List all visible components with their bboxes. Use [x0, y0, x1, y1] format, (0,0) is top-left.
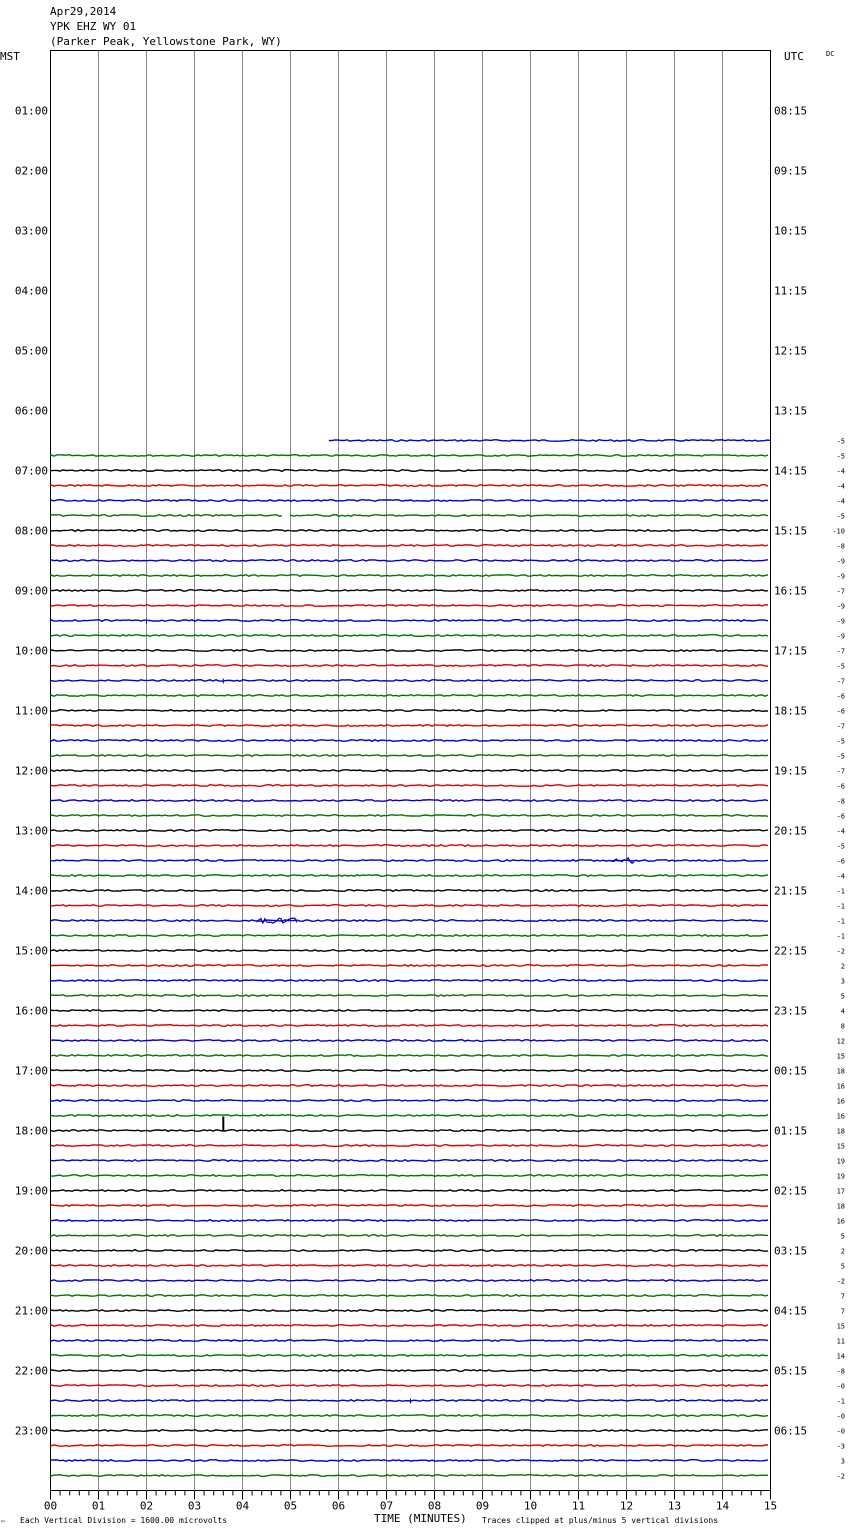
- x-tick-label: 10: [523, 1499, 538, 1513]
- dc-offset-label: -5: [836, 662, 845, 671]
- dc-offset-label: -10: [832, 527, 845, 536]
- dc-offset-label: -7: [836, 677, 845, 686]
- trace-row-82: [51, 1280, 769, 1282]
- trace-row-76: [51, 1190, 769, 1192]
- dc-offset-label: -2: [836, 947, 845, 956]
- mst-hour-label: 07:00: [14, 464, 48, 478]
- trace-row-48: [51, 770, 769, 772]
- trace-row-79: [51, 1235, 769, 1237]
- utc-hour-label: 20:15: [774, 824, 808, 838]
- utc-hour-label: 19:15: [774, 764, 808, 778]
- dc-offset-label: -7: [836, 722, 845, 731]
- dc-offset-label: -8: [836, 797, 845, 806]
- dc-offset-label: -6: [836, 812, 845, 821]
- x-tick-label: 13: [667, 1499, 682, 1513]
- x-tick-label: 12: [619, 1499, 634, 1513]
- utc-hour-label: 12:15: [774, 344, 808, 358]
- dc-offset-label: -5: [836, 842, 845, 851]
- utc-hour-label: 04:15: [774, 1304, 808, 1318]
- utc-hour-label: 23:15: [774, 1004, 808, 1018]
- trace-gap: [282, 513, 290, 519]
- x-tick-label: 02: [139, 1499, 154, 1513]
- dc-offset-label: -5: [836, 452, 845, 461]
- mst-hour-label: 17:00: [14, 1064, 48, 1078]
- dc-offset-label: -5: [836, 752, 845, 761]
- dc-offset-label: 14: [836, 1352, 845, 1361]
- trace-row-65: [51, 1025, 769, 1027]
- dc-offset-label: -5: [836, 512, 845, 521]
- dc-offset-label: -2: [836, 1277, 845, 1286]
- utc-hour-label: 21:15: [774, 884, 808, 898]
- dc-offset-label: 2: [840, 962, 845, 971]
- dc-offset-label: -3: [836, 1442, 845, 1451]
- trace-row-57: [51, 905, 769, 907]
- trace-row-69: [51, 1085, 769, 1087]
- dc-offset-labels: [832, 438, 845, 1481]
- dc-offset-label: 11: [836, 1337, 845, 1346]
- trace-row-67: [51, 1055, 769, 1057]
- dc-offset-label: -0: [836, 1427, 845, 1436]
- dc-offset-label: -8: [836, 1367, 845, 1376]
- mst-hour-label: 09:00: [14, 584, 48, 598]
- trace-row-40: [51, 650, 769, 652]
- mst-hour-label: 14:00: [14, 884, 48, 898]
- trace-row-62: [51, 980, 769, 982]
- x-tick-label: 06: [331, 1499, 346, 1513]
- trace-lines: [51, 440, 771, 1477]
- utc-hour-label: 17:15: [774, 644, 808, 658]
- trace-row-51: [51, 815, 769, 817]
- dc-offset-label: -9: [836, 557, 845, 566]
- trace-row-31: [51, 515, 769, 517]
- dc-offset-label: -0: [836, 1412, 845, 1421]
- dc-offset-label: 18: [836, 1127, 845, 1136]
- dc-offset-label: -6: [836, 707, 845, 716]
- trace-row-34: [51, 560, 769, 562]
- trace-row-52: [51, 830, 769, 832]
- dc-offset-label: 18: [836, 1067, 845, 1076]
- x-tick-label: 11: [571, 1499, 586, 1513]
- utc-axis-label: UTC: [784, 50, 804, 63]
- x-tick-label: 07: [379, 1499, 394, 1513]
- mst-hour-label: 13:00: [14, 824, 48, 838]
- dc-offset-label: 7: [840, 1307, 845, 1316]
- utc-hour-label: 05:15: [774, 1364, 808, 1378]
- dc-offset-label: -0: [836, 1382, 845, 1391]
- trace-row-87: [51, 1355, 769, 1357]
- dc-offset-label: -7: [836, 587, 845, 596]
- dc-offset-label: 19: [836, 1172, 845, 1181]
- trace-row-84: [51, 1310, 769, 1312]
- mst-hour-label: 03:00: [14, 224, 48, 238]
- mst-hour-label: 16:00: [14, 1004, 48, 1018]
- trace-row-38: [51, 620, 769, 622]
- trace-row-42: [51, 680, 769, 682]
- dc-offset-label: -9: [836, 602, 845, 611]
- trace-row-33: [51, 545, 769, 547]
- trace-row-56: [51, 890, 769, 892]
- utc-hour-label: 08:15: [774, 104, 808, 118]
- trace-row-72: [51, 1130, 769, 1132]
- mst-hour-label: 23:00: [14, 1424, 48, 1438]
- mst-hour-label: 12:00: [14, 764, 48, 778]
- dc-offset-label: -6: [836, 782, 845, 791]
- dc-offset-label: -4: [836, 497, 845, 506]
- dc-offset-label: -9: [836, 632, 845, 641]
- mst-hour-label: 20:00: [14, 1244, 48, 1258]
- mst-hour-labels: [15, 105, 48, 1438]
- trace-row-81: [51, 1265, 769, 1267]
- trace-row-77: [51, 1205, 769, 1207]
- dc-offset-label: -6: [836, 857, 845, 866]
- trace-row-90: [51, 1400, 769, 1402]
- header-location: (Parker Peak, Yellowstone Park, WY): [50, 35, 282, 48]
- trace-row-68: [51, 1070, 769, 1072]
- trace-row-95: [51, 1475, 769, 1477]
- dc-offset-label: -2: [836, 1472, 845, 1481]
- dc-offset-label: 16: [836, 1217, 845, 1226]
- dc-offset-label: 12: [836, 1037, 845, 1046]
- trace-row-86: [51, 1340, 769, 1342]
- dc-offset-label: 19: [836, 1157, 845, 1166]
- x-tick-label: 14: [715, 1499, 730, 1513]
- dc-offset-label: 8: [840, 1022, 845, 1031]
- utc-hour-label: 06:15: [774, 1424, 808, 1438]
- trace-row-73: [51, 1145, 769, 1147]
- trace-row-61: [51, 965, 769, 967]
- header-date: Apr29,2014: [50, 5, 117, 18]
- mst-axis-label: MST: [0, 50, 20, 63]
- mst-hour-label: 01:00: [14, 104, 48, 118]
- x-tick-label: 05: [283, 1499, 298, 1513]
- dc-offset-label: -5: [836, 437, 845, 446]
- mst-hour-label: 22:00: [14, 1364, 48, 1378]
- trace-row-41: [51, 665, 769, 667]
- trace-row-28: [51, 470, 769, 472]
- trace-row-63: [51, 995, 769, 997]
- trace-row-27: [51, 455, 769, 457]
- mst-hour-label: 05:00: [14, 344, 48, 358]
- dc-offset-label: -1: [836, 1397, 845, 1406]
- dc-offset-label: -1: [836, 932, 845, 941]
- trace-row-74: [51, 1160, 769, 1162]
- header-station: YPK EHZ WY 01: [50, 20, 137, 33]
- dc-offset-label: 2: [840, 1247, 845, 1256]
- trace-row-64: [51, 1010, 769, 1012]
- dc-offset-label: -6: [836, 692, 845, 701]
- mst-hour-label: 04:00: [14, 284, 48, 298]
- trace-row-30: [51, 500, 769, 502]
- trace-row-43: [51, 695, 769, 697]
- x-tick-label: 01: [91, 1499, 106, 1513]
- trace-row-49: [51, 785, 769, 787]
- dc-offset-label: 16: [836, 1097, 845, 1106]
- dc-offset-label: -1: [836, 887, 845, 896]
- utc-hour-label: 16:15: [774, 584, 808, 598]
- footer-scale-note: Each Vertical Division = 1600.00 microvolts: [20, 1516, 228, 1525]
- utc-hour-label: 01:15: [774, 1124, 808, 1138]
- dc-offset-label: 4: [840, 1007, 845, 1016]
- dc-offset-label: 5: [840, 1262, 845, 1271]
- trace-row-47: [51, 755, 769, 757]
- trace-row-36: [51, 590, 769, 592]
- trace-row-83: [51, 1295, 769, 1297]
- trace-row-66: [51, 1040, 769, 1042]
- trace-row-55: [51, 875, 769, 877]
- footer-mark: ™: [1, 1520, 5, 1527]
- dc-offset-label: 15: [836, 1322, 845, 1331]
- dc-offset-label: -7: [836, 647, 845, 656]
- utc-hour-label: 13:15: [774, 404, 808, 418]
- x-tick-label: 09: [475, 1499, 490, 1513]
- mst-hour-label: 15:00: [14, 944, 48, 958]
- dc-offset-label: 15: [836, 1052, 845, 1061]
- mst-hour-label: 21:00: [14, 1304, 48, 1318]
- dc-offset-label: -8: [836, 542, 845, 551]
- dc-offset-label: -4: [836, 467, 845, 476]
- dc-offset-label: -1: [836, 917, 845, 926]
- trace-row-35: [51, 575, 769, 577]
- dc-offset-label: 3: [840, 977, 845, 986]
- trace-row-54: [51, 860, 769, 862]
- mst-hour-label: 08:00: [14, 524, 48, 538]
- trace-events: [147, 513, 635, 1404]
- dc-offset-label: -4: [836, 827, 845, 836]
- utc-hour-label: 09:15: [774, 164, 808, 178]
- x-tick-label: 08: [427, 1499, 442, 1513]
- x-tick-label: 03: [187, 1499, 202, 1513]
- utc-hour-label: 15:15: [774, 524, 808, 538]
- trace-row-26: [329, 440, 770, 442]
- trace-row-39: [51, 635, 769, 637]
- dc-offset-label: 7: [840, 1292, 845, 1301]
- dc-offset-label: 17: [836, 1187, 845, 1196]
- x-axis-title: TIME (MINUTES): [374, 1512, 467, 1525]
- dc-offset-label: 3: [840, 1457, 845, 1466]
- dc-offset-label: -9: [836, 572, 845, 581]
- dc-offset-label: -7: [836, 767, 845, 776]
- dc-offset-label: 16: [836, 1082, 845, 1091]
- trace-row-71: [51, 1115, 769, 1117]
- time-axis: [44, 1491, 777, 1513]
- trace-row-93: [51, 1445, 769, 1447]
- trace-row-91: [51, 1415, 769, 1417]
- trace-row-50: [51, 800, 769, 802]
- trace-row-85: [51, 1325, 769, 1327]
- utc-hour-label: 18:15: [774, 704, 808, 718]
- utc-hour-label: 02:15: [774, 1184, 808, 1198]
- utc-hour-label: 10:15: [774, 224, 808, 238]
- trace-row-58: [51, 920, 769, 922]
- dc-offset-label: 5: [840, 992, 845, 1001]
- dc-offset-label: 15: [836, 1142, 845, 1151]
- dc-offset-label: -9: [836, 617, 845, 626]
- mst-hour-label: 11:00: [14, 704, 48, 718]
- trace-row-88: [51, 1370, 769, 1372]
- utc-hour-label: 03:15: [774, 1244, 808, 1258]
- utc-hour-label: 11:15: [774, 284, 808, 298]
- dc-offset-label: -4: [836, 482, 845, 491]
- x-tick-label: 04: [235, 1499, 250, 1513]
- trace-row-94: [51, 1460, 769, 1462]
- trace-row-89: [51, 1385, 769, 1387]
- dc-offset-label: -4: [836, 872, 845, 881]
- footer-clip-note: Traces clipped at plus/minus 5 vertical divisions: [482, 1516, 719, 1525]
- mst-hour-label: 19:00: [14, 1184, 48, 1198]
- mst-hour-label: 06:00: [14, 404, 48, 418]
- trace-row-46: [51, 740, 769, 742]
- utc-hour-label: 00:15: [774, 1064, 808, 1078]
- dc-axis-label: DC: [826, 50, 835, 58]
- trace-row-53: [51, 845, 769, 847]
- dc-offset-label: 5: [840, 1232, 845, 1241]
- dc-offset-label: 16: [836, 1112, 845, 1121]
- trace-row-37: [51, 605, 769, 607]
- dc-offset-label: 18: [836, 1202, 845, 1211]
- trace-row-78: [51, 1220, 769, 1222]
- trace-row-32: [51, 530, 769, 532]
- trace-row-29: [51, 485, 769, 487]
- trace-row-70: [51, 1100, 769, 1102]
- dc-offset-label: -1: [836, 902, 845, 911]
- utc-hour-label: 14:15: [774, 464, 808, 478]
- trace-row-45: [51, 725, 769, 727]
- x-tick-label: 00: [43, 1499, 58, 1513]
- utc-hour-labels: [774, 105, 807, 1438]
- trace-row-80: [51, 1250, 769, 1252]
- utc-hour-label: 22:15: [774, 944, 808, 958]
- dc-offset-label: -5: [836, 737, 845, 746]
- trace-row-92: [51, 1430, 769, 1432]
- trace-row-60: [51, 950, 769, 952]
- trace-row-75: [51, 1175, 769, 1177]
- trace-row-44: [51, 710, 769, 712]
- trace-row-59: [51, 935, 769, 937]
- x-tick-label: 15: [763, 1499, 778, 1513]
- mst-hour-label: 18:00: [14, 1124, 48, 1138]
- mst-hour-label: 02:00: [14, 164, 48, 178]
- mst-hour-label: 10:00: [14, 644, 48, 658]
